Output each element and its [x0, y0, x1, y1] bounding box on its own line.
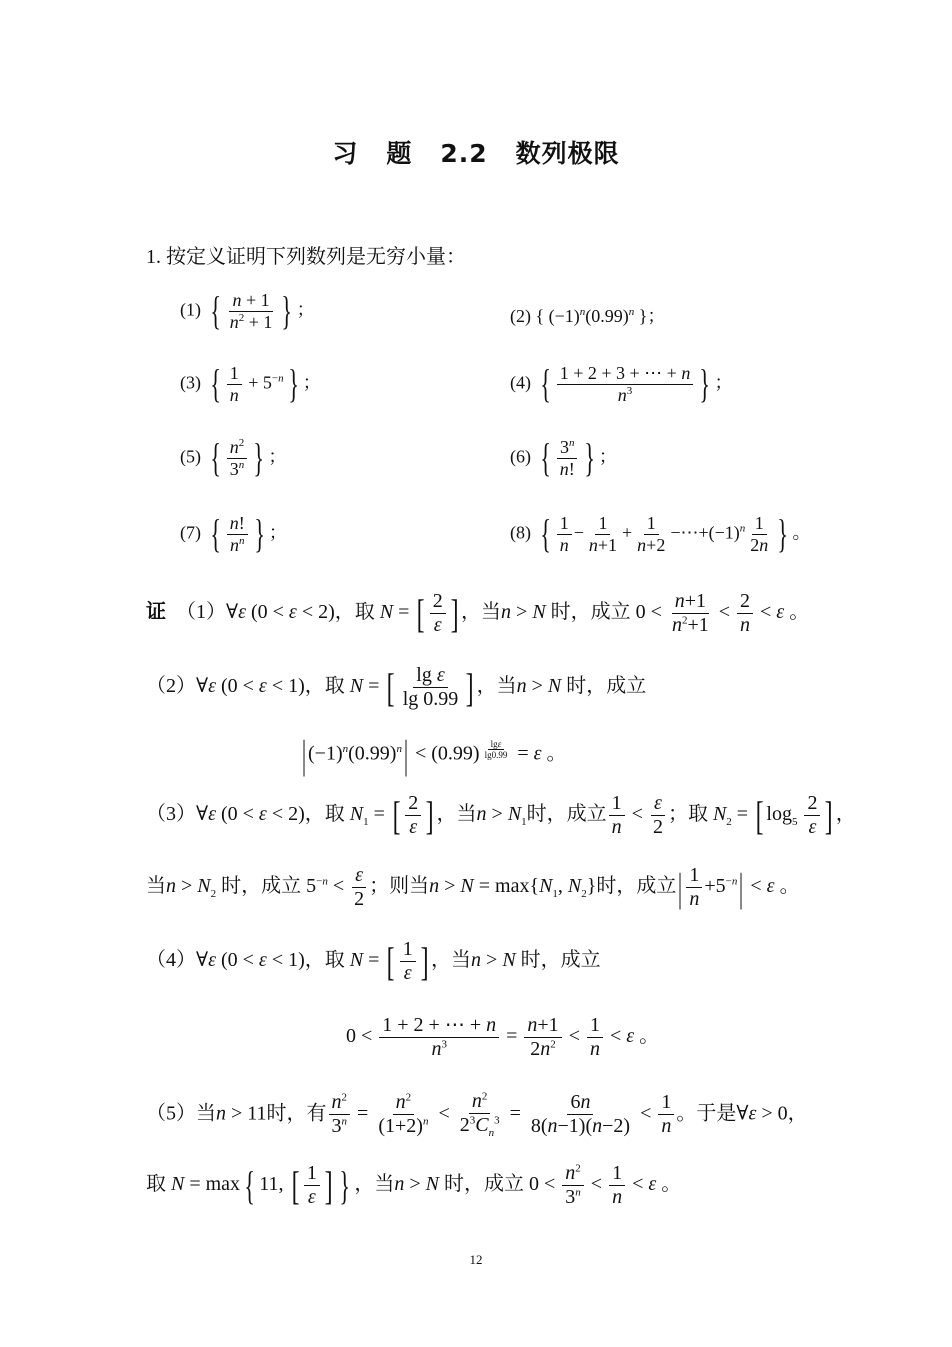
proof-3: （3）∀ε (0 < ε < 2)，取 $N_1$ = [ $\frac{2}{\varepsilon}$ ] ，当$n > N_1$时，成立 $\frac{1}{n}$ < $\frac{\varepsilon}{2}$ ；取 $N_2$ = [ $\log_5$ $\frac{2}{\varepsilon}$ ] ，	[146, 792, 856, 838]
item-5: (5) { $\frac{n^2}{3^n}$ } ；	[180, 435, 287, 481]
proof-5: （5）当n > 11时，有 $\frac{n^2}{3^n}$ = $\frac{n^2}{(1+2)^n}$ < $\frac{n^2}{2^3C_n^3}$ = $\frac{6n}{8(n-1)(n-2)}$ < $\frac{1}{n}$ 。于是∀ε > 0，	[146, 1090, 808, 1139]
proof-5-cont: 取 N = max { 11, [ $\frac{1}{\varepsilon}$ ] } ，当n > N 时，成立 0 < $\frac{n^2}{3^n}$ < $\frac{1}{n}$ < ε 。	[146, 1162, 682, 1208]
proof-2-formula: | $(-1)^n(0.99)^n| < (0.99)$ $^{\frac{\lg\varepsilon}{\lg 0.99}}$ = ε 。	[302, 732, 567, 777]
item-2: (2) { $(-1)^n(0.99)^n$ }；	[510, 306, 666, 326]
item-6: (6) { $\frac{3^n}{n!}$ } ；	[510, 435, 617, 481]
page-number: 12	[469, 1252, 483, 1267]
item-4: (4) { $\frac{1 + 2 + 3 + \cdots + n}{n^3}$ } ；	[510, 361, 733, 407]
proof-3-cont: 当$n > N_2$ 时，成立 $5^{-n}$ < $\frac{\varepsilon}{2}$ ；则当$n > N = \max\{N_1$, $N_2$}时，成立| $\frac{1}{n}$ $+5^{-n}| < \varepsilon$ 。	[146, 864, 800, 910]
page-title: 习 题 2.2 数列极限	[332, 139, 620, 168]
item-1: (1) { $\frac{n + 1}{n^2 + 1}$ } ；	[180, 288, 315, 334]
item-3: (3) { $\frac{1}{n}$ + $5^{-n}$ } ；	[180, 361, 321, 407]
proof-2: （2）∀ε (0 < ε < 1)，取 N = [ $\frac{\text{lg ε}}{\lg 0.99}$ ] ，当n > N 时，成立	[146, 664, 647, 710]
proof-4: （4）∀ε (0 < ε < 1)，取 N = [ $\frac{1}{\varepsilon}$ ] ，当n > N 时，成立	[146, 938, 601, 984]
item-7: (7) { $\frac{n!}{n^n}$ } ；	[180, 511, 287, 557]
proof-1: 证 （1）∀ε (0 < ε < 2)，取 N = [ $\frac{2}{\varepsilon}$ ] ，当n > N 时，成立 0 < $\frac{n+1}{n^2+1}$ < $\frac{2}{n}$ < ε 。	[146, 590, 810, 636]
item-8: (8) { $\frac{1}{n}$ − $\frac{1}{n+1}$ + $\frac{1}{n+2}$ $-\cdots+(-1)^n$ $\frac{1}{2n}$ } 。	[510, 511, 811, 557]
problem-1-prompt: 1. 按定义证明下列数列是无穷小量：	[146, 246, 466, 268]
proof-4-formula: 0 < $\frac{1 + 2 + \cdots + n}{n^3}$ = $\frac{n+1}{2n^2}$ < $\frac{1}{n}$ < ε 。	[346, 1014, 660, 1060]
